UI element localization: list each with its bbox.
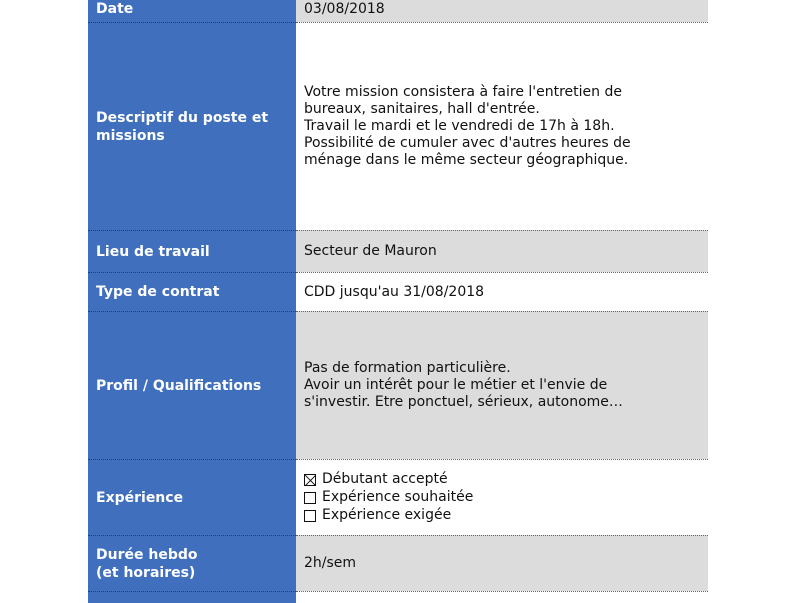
checkbox-experience-souhaitee[interactable] bbox=[304, 489, 473, 507]
row-profil bbox=[88, 311, 708, 459]
lieu-label: Lieu de travail bbox=[88, 230, 296, 272]
profil-value bbox=[296, 311, 708, 459]
row-lieu bbox=[88, 230, 708, 272]
profil-label: Profil / Qualifications bbox=[88, 311, 296, 459]
descriptif-line: Votre mission consistera à faire l'entretien de bbox=[304, 84, 622, 100]
descriptif-line: bureaux, sanitaires, hall d'entrée. bbox=[304, 101, 540, 117]
contrat-label: Type de contrat bbox=[88, 272, 296, 311]
experience-label: Expérience bbox=[88, 459, 296, 535]
duree-value: 2h/sem bbox=[296, 535, 708, 591]
row-date bbox=[88, 0, 708, 22]
contrat-value: CDD jusqu'au 31/08/2018 bbox=[296, 272, 708, 311]
row-contrat bbox=[88, 272, 708, 311]
checkbox-checked-icon[interactable] bbox=[304, 474, 316, 486]
profil-line: s'investir. Etre ponctuel, sérieux, autonome… bbox=[304, 394, 623, 410]
next-value bbox=[296, 591, 708, 603]
descriptif-label: Descriptif du poste et missions bbox=[88, 22, 296, 230]
lieu-value: Secteur de Mauron bbox=[296, 230, 708, 272]
row-next bbox=[88, 591, 708, 603]
experience-value bbox=[296, 459, 708, 535]
row-descriptif bbox=[88, 22, 708, 230]
checkbox-label: Débutant accepté bbox=[322, 471, 448, 487]
date-label: Date bbox=[88, 0, 296, 22]
checkbox-empty-icon[interactable] bbox=[304, 510, 316, 522]
checkbox-label: Expérience souhaitée bbox=[322, 489, 474, 505]
checkbox-empty-icon[interactable] bbox=[304, 492, 316, 504]
duree-label bbox=[88, 535, 296, 591]
descriptif-line: Travail le mardi et le vendredi de 17h à 18h. bbox=[304, 118, 615, 134]
descriptif-line: Possibilité de cumuler avec d'autres heures de bbox=[304, 135, 631, 151]
row-duree bbox=[88, 535, 708, 591]
row-experience bbox=[88, 459, 708, 535]
descriptif-line: ménage dans le même secteur géographique. bbox=[304, 152, 629, 168]
checkbox-label: Expérience exigée bbox=[322, 507, 452, 523]
descriptif-value bbox=[296, 22, 708, 230]
profil-line: Pas de formation particulière. bbox=[304, 360, 511, 376]
duree-label-line: (et horaires) bbox=[96, 564, 196, 581]
duree-label-line: Durée hebdo bbox=[96, 546, 198, 563]
checkbox-experience-exigee[interactable] bbox=[304, 507, 473, 525]
checkbox-debutant-accepte[interactable] bbox=[304, 471, 473, 489]
job-offer-table bbox=[88, 0, 708, 600]
profil-line: Avoir un intérêt pour le métier et l'envie de bbox=[304, 377, 608, 393]
date-value: 03/08/2018 bbox=[296, 0, 708, 22]
next-label bbox=[88, 591, 296, 603]
